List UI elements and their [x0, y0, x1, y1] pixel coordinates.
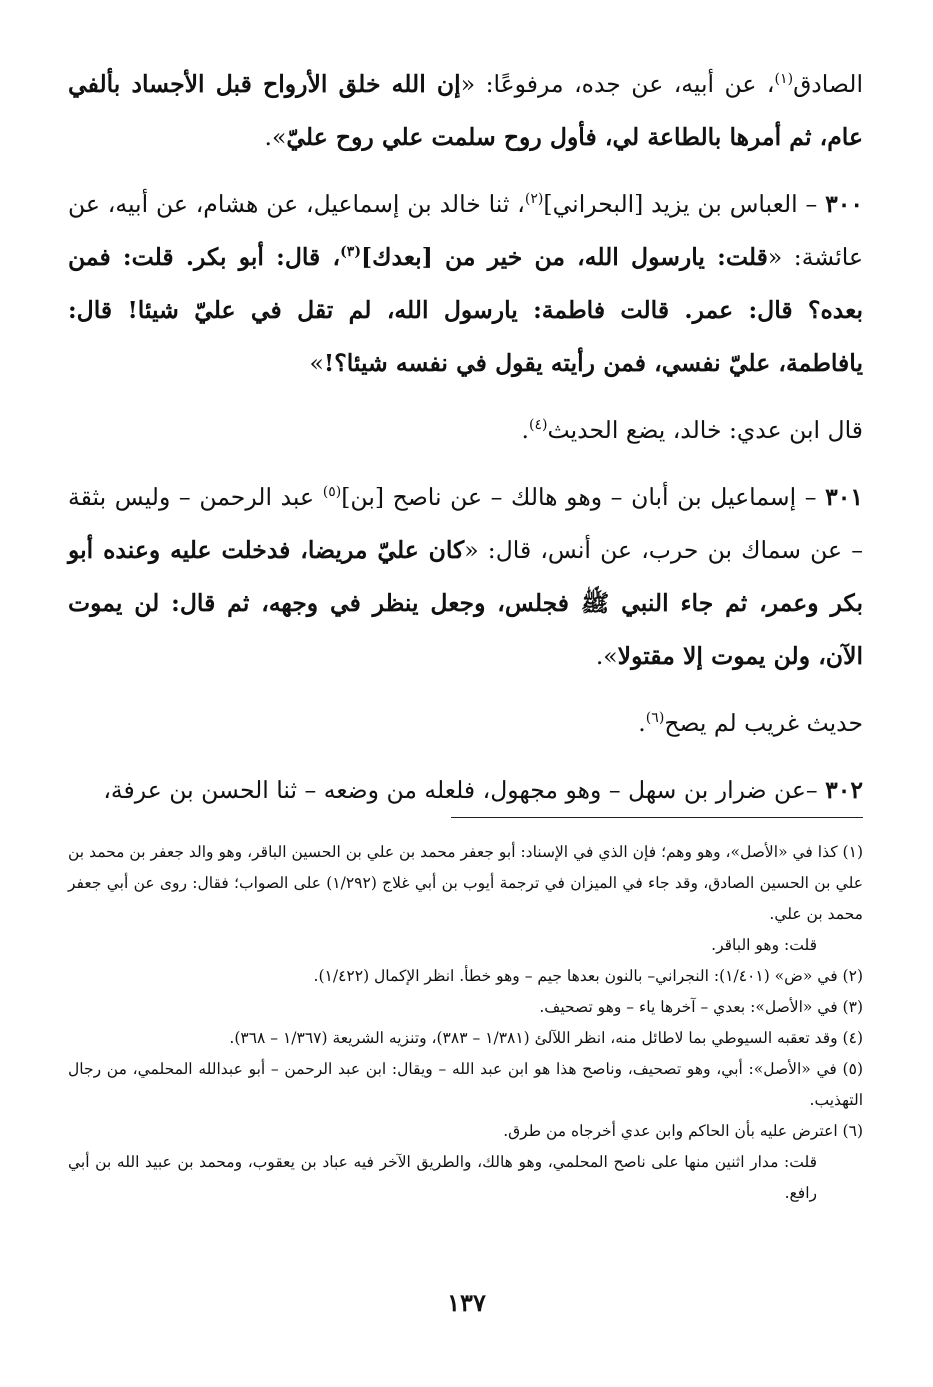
footnote-1: (١) كذا في «الأصل»، وهو وهم؛ فإن الذي في الإسناد: أبو جعفر محمد بن علي بن الحسين الباقر، وهو والد جعفر بن محمد بن علي بن الحسين الصادق، وقد جاء في الميزان في ترجمة أيوب بن أبي غلاج (١/٢٩٢) على الصواب؛ فقال: روى عن أبي جعفر محمد بن علي. — [68, 843, 863, 923]
paragraph-ibn-adi — [68, 404, 863, 457]
footnotes — [68, 837, 863, 1209]
paragraph-300 — [68, 178, 863, 390]
footnote-marker[interactable]: (٤) — [528, 417, 548, 434]
hadith-text: كان عليّ مريضا، فدخلت عليه وعنده أبو بكر وعمر، ثم جاء النبي ﷺ فجلس، وجعل ينظر في وجهه، ثم قال: لن يموت الآن، ولن يموت إلا مقتولا — [68, 536, 863, 670]
hadith-number: ٣٠٢ — [825, 776, 863, 804]
text-segment: عبد الرحمن – وليس بثقة – عن سماك بن حرب، عن أنس، قال: « — [68, 483, 863, 564]
text-segment: ، ثنا خالد بن إسماعيل، عن هشام، عن أبيه، عن عائشة: « — [68, 190, 863, 271]
text-segment: . — [638, 709, 646, 737]
hadith-text: قلت: يارسول الله، من خير من [بعدك] — [361, 243, 768, 271]
footnote-6: (٦) اعترض عليه بأن الحاكم وابن عدي أخرجاه من طرق. — [503, 1122, 863, 1140]
main-text — [68, 58, 863, 817]
footnote-4: (٤) وقد تعقبه السيوطي بما لاطائل منه، انظر اللآلئ (١/٣٨١ – ٣٨٣)، وتنزيه الشريعة (١/٣٦٧ – ٣٦٨). — [229, 1029, 863, 1047]
footnote-1-comment: قلت: وهو الباقر. — [711, 936, 817, 954]
text-segment: الصادق — [793, 70, 863, 98]
hadith-text: إن الله خلق الأرواح قبل الأجساد بألفي عام، ثم أمرها بالطاعة لي، فأول روح سلمت علي روح عليّ — [68, 70, 863, 151]
footnote-6-comment: قلت: مدار اثنين منها على ناصح المحلمي، وهو هالك، والطريق الآخر فيه عباد بن يعقوب، ومحمد بن عبيد الله بن أبي رافع. — [68, 1153, 817, 1202]
text-segment: . — [521, 416, 529, 444]
paragraph-301 — [68, 471, 863, 683]
separator-line — [451, 817, 863, 818]
hadith-number: ٣٠١ — [825, 483, 863, 511]
hadith-text: ، قال: أبو بكر. قلت: فمن بعده؟ قال: عمر. قالت فاطمة: يارسول الله، لم تقل في عليّ شيئا! قال: يافاطمة، عليّ نفسي، فمن رأيته يقول في نفسه شيئا؟! — [68, 243, 863, 377]
text-segment: » — [309, 349, 324, 377]
paragraph-gharib — [68, 697, 863, 750]
text-segment: ». — [595, 642, 618, 670]
paragraph-302 — [68, 764, 863, 817]
text-segment: – إسماعيل بن أبان – وهو هالك – عن ناصح [بن] — [341, 483, 826, 511]
paragraph-1 — [68, 58, 863, 164]
footnote-2: (٢) في «ض» (١/٤٠١): النجراني– بالنون بعدها جيم – وهو خطأ. انظر الإكمال (١/٤٢٢). — [313, 967, 863, 985]
footnote-marker[interactable]: (٣) — [340, 244, 361, 261]
text-segment: ، عن أبيه، عن جده، مرفوعًا: « — [460, 70, 775, 98]
footnote-marker[interactable]: (٢) — [524, 191, 544, 208]
text-segment: قال ابن عدي: خالد، يضع الحديث — [547, 416, 863, 444]
text-segment: –عن ضرار بن سهل – وهو مجهول، فلعله من وضعه – ثنا الحسن بن عرفة، — [103, 776, 826, 804]
page-number: ١٣٧ — [447, 1288, 486, 1317]
hadith-number: ٣٠٠ — [825, 190, 863, 218]
footnote-5: (٥) في «الأصل»: أبي، وهو تصحيف، وناصح هذا هو ابن عبد الله – ويقال: ابن عبد الرحمن – أبو عبدالله المحلمي، من رجال التهذيب. — [68, 1060, 863, 1109]
footnote-3: (٣) في «الأصل»: بعدي – آخرها ياء – وهو تصحيف. — [539, 998, 863, 1016]
footnote-marker[interactable]: (٥) — [322, 484, 342, 501]
text-segment: ». — [264, 123, 287, 151]
footnote-marker[interactable]: (١) — [774, 71, 794, 88]
text-segment: – العباس بن يزيد [البحراني] — [543, 190, 826, 218]
text-segment: حديث غريب لم يصح — [664, 709, 863, 737]
footnote-marker[interactable]: (٦) — [645, 710, 665, 727]
